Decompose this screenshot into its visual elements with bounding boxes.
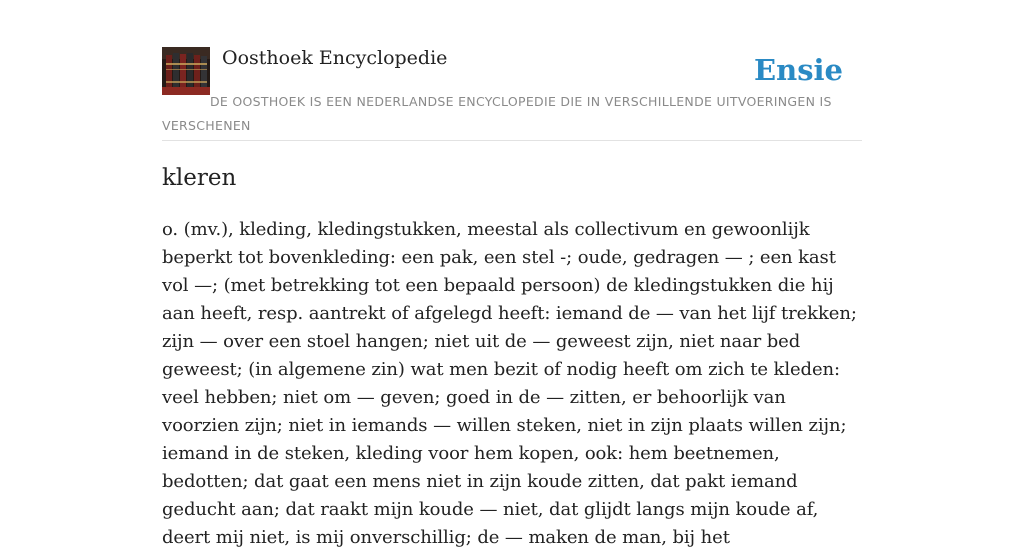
site-name[interactable]: Oosthoek Encyclopedie [222,47,448,69]
book-spines-icon[interactable] [162,47,210,95]
brand-logo[interactable]: Ensie [754,53,843,87]
site-tagline: DE OOSTHOEK IS EEN NEDERLANDSE ENCYCLOPEDIE DIE IN VERSCHILLENDE UITVOERINGEN IS VERSCHENEN [162,94,832,133]
article-title: kleren [162,165,237,191]
site-header [162,46,862,141]
article-body: o. (mv.), kleding, kledingstukken, meestal als collectivum en gewoonlijk beperkt tot bovenkleding: een pak, een stel -; oude, gedragen — ; een kast vol —; (met betrekking tot een bepaald persoon) de kledingstukken die hij aan heeft, resp. aantrekt of afgelegd heeft: iemand de — van het lijf trekken; zijn — over een stoel hangen; niet uit de — geweest zijn, niet naar bed geweest; (in algemene zin) wat men bezit of nodig heeft om zich te kleden: veel hebben; niet om — geven; goed in de — zitten, er behoorlijk van voorzien zijn; niet in iemands — willen steken, niet in zijn plaats willen zijn; iemand in de steken, kleding voor hem kopen, ook: hem beetnemen, bedotten; dat gaat een mens niet in zijn koude zitten, dat pakt iemand geducht aan; dat raakt mijn koude — niet, dat glijdt langs mijn koude af, deert mij niet, is mij onverschillig; de — maken de man, bij het [162,219,857,548]
